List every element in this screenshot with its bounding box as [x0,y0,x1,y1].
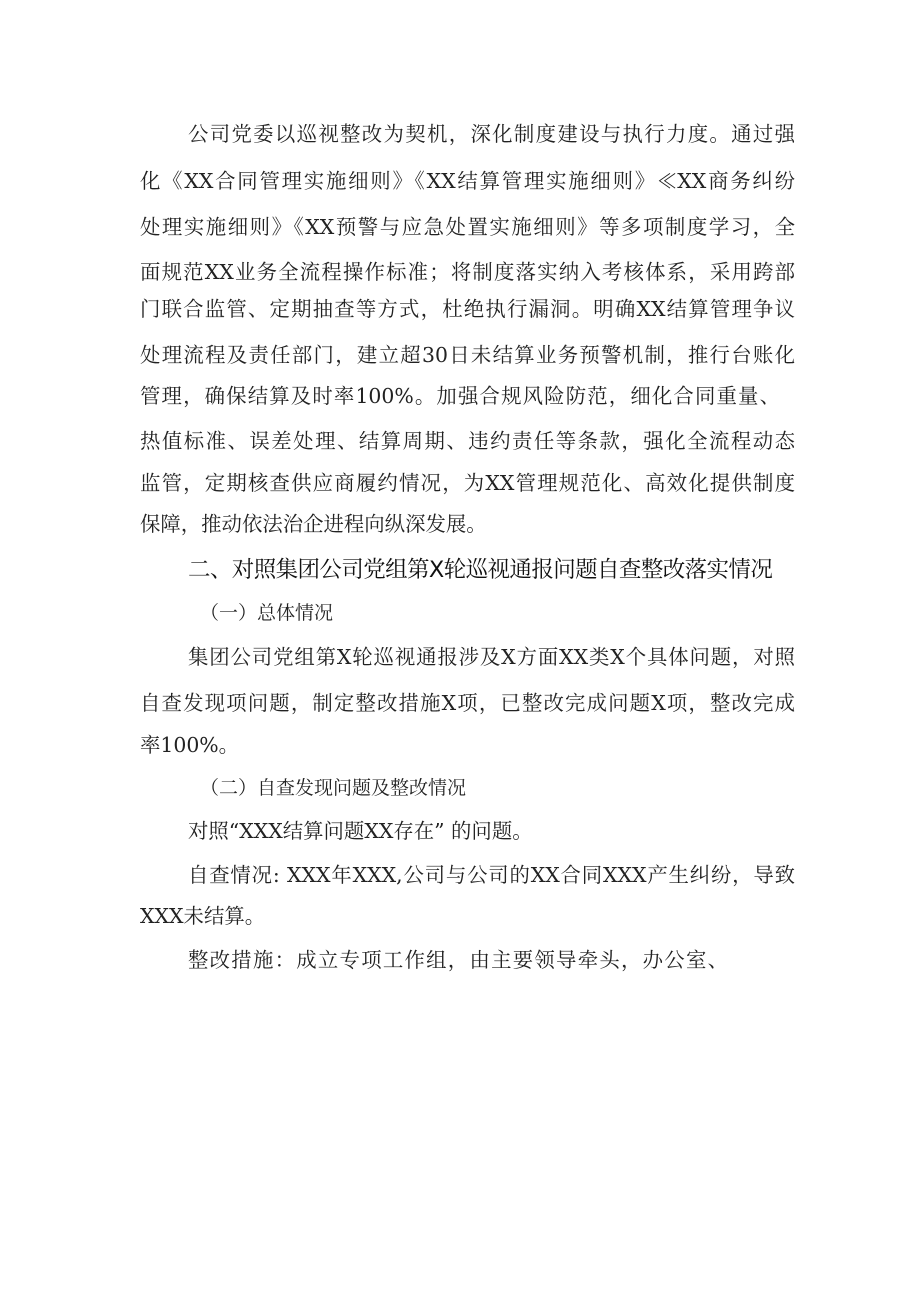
paragraph-line: XXX未结算。 [140,904,266,928]
paragraph-line: 保障，推动依法治企进程向纵深发展。 [140,512,487,536]
paragraph-line: 面规范XX业务全流程操作标准；将制度落实纳入考核体系，采用跨部 [140,260,795,284]
section-heading: 二、对照集团公司党组第X轮巡视通报问题自查整改落实情况 [188,557,773,583]
paragraph-line: 整改措施：成立专项工作组，由主要领导牵头，办公室、 [188,948,728,972]
paragraph-line: 公司党委以巡视整改为契机，深化制度建设与执行力度。通过强 [188,122,795,146]
paragraph-line: 集团公司党组第X轮巡视通报涉及X方面XX类X个具体问题，对照 [188,645,795,669]
paragraph-line: 率100%。 [140,733,240,757]
paragraph-line: 门联合监管、定期抽查等方式，杜绝执行漏洞。明确XX结算管理争议 [140,297,795,321]
subsection-heading: （一）总体情况 [200,602,334,624]
paragraph-line: 处理流程及责任部门，建立超30日未结算业务预警机制，推行台账化 [140,343,795,367]
paragraph-line: 自查发现项问题，制定整改措施X项，已整改完成问题X项，整改完成 [140,691,795,715]
paragraph-line: 自查情况: XXX年XXX,公司与公司的XX合同XXX产生纠纷，导致 [188,863,795,887]
paragraph-line: 管理，确保结算及时率100%。加强合规风险防范，细化合同重量、 [140,384,780,408]
paragraph-line: 化《XX合同管理实施细则》《XX结算管理实施细则》≪XX商务纠纷 [140,169,795,193]
subsection-heading: （二）自查发现问题及整改情况 [200,777,467,799]
paragraph-line: 监管，定期核查供应商履约情况，为XX管理规范化、高效化提供制度 [140,471,795,495]
paragraph-line: 处理实施细则》《XX预警与应急处置实施细则》等多项制度学习，全 [140,215,795,239]
paragraph-line: 热值标准、误差处理、结算周期、违约责任等条款，强化全流程动态 [140,429,795,453]
issue-title: 对照“XXX结算问题XX存在” 的问题。 [188,819,533,843]
